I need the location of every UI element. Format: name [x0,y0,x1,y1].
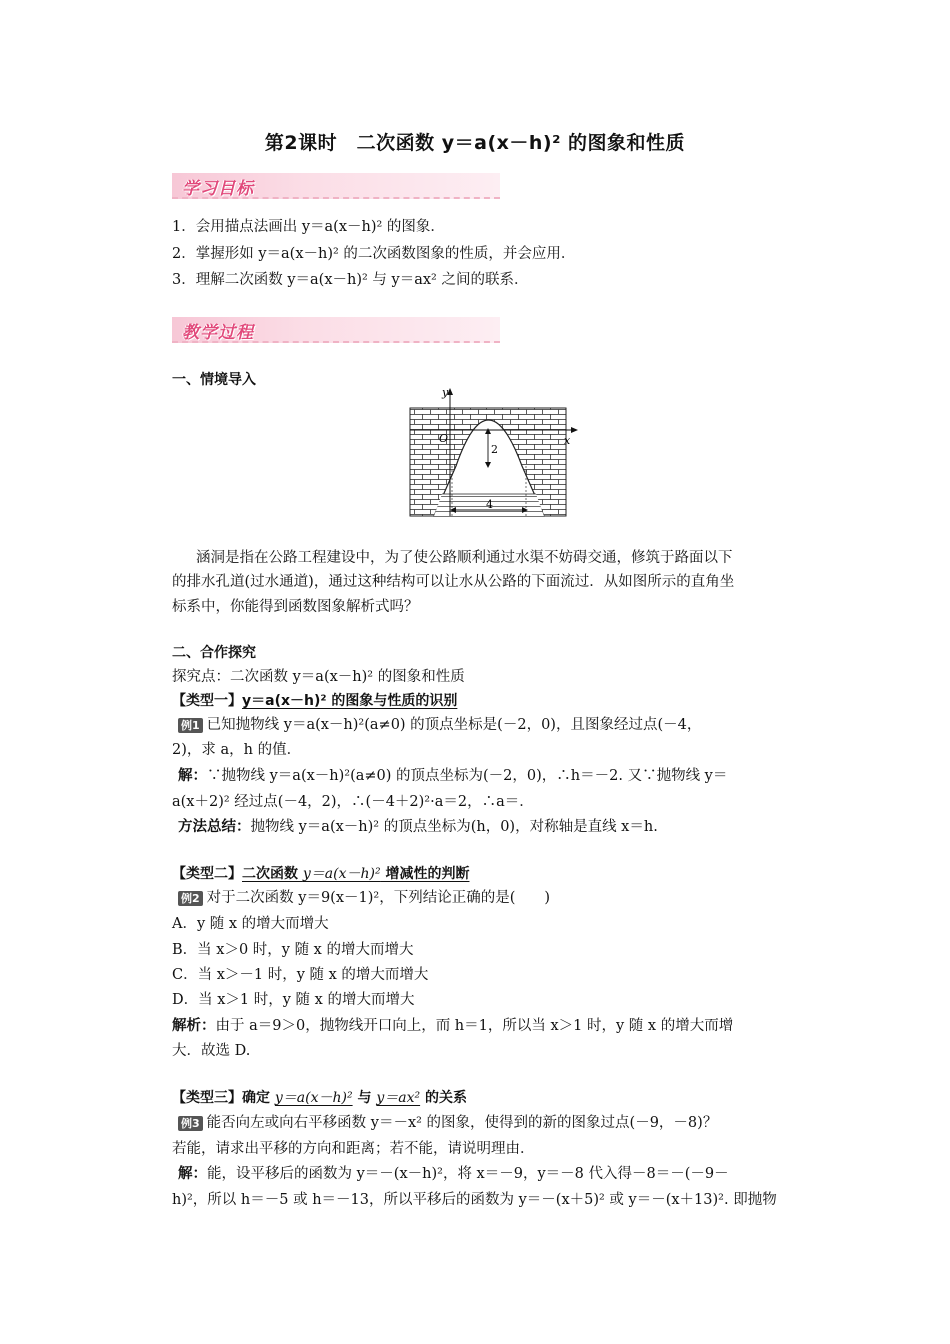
method-label: 方法总结： [178,819,251,835]
example-tag: 例1 [178,718,203,733]
type-title: y＝a(x－h)² 的图象与性质的识别 [242,693,458,709]
solution-line [178,766,727,786]
solution-label: 解： [178,1166,207,1182]
analysis-text: 由于 a＝9＞0，抛物线开口向上，而 h＝1，所以当 x＞1 时，y 随 x 的增大而增 [215,1018,734,1034]
example-question [178,888,550,908]
type-title-formula: y＝a(x－h)² [274,1090,353,1106]
height-label: 2 [491,443,498,456]
example-question [178,715,701,735]
type-title-part: 的关系 [420,1090,467,1106]
option-b: B．当 x＞0 时，y 随 x 的增大而增大 [172,942,414,958]
analysis-label: 解析： [172,1018,216,1034]
objective-item: 2．掌握形如 y＝a(x－h)² 的二次函数图象的性质，并会应用． [172,246,576,262]
option-d: D．当 x＞1 时，y 随 x 的增大而增大 [172,992,415,1008]
solution-line-cont: a(x＋2)² 经过点(－4，2)，∴(－4＋2)²·a＝2，∴a＝． [172,794,534,810]
type-title-part: 增减性的判断 [380,866,470,882]
y-axis-label: y [442,386,449,399]
type-label: 【类型二】 [172,866,242,882]
solution-label: 解： [178,768,207,784]
objective-item: 3．理解二次函数 y＝a(x－h)² 与 y＝ax² 之间的联系． [172,272,529,288]
culvert-diagram [406,384,586,524]
section-heading: 二、合作探究 [172,645,256,661]
type-label: 【类型一】 [172,693,242,709]
analysis-line [172,1016,733,1036]
solution-text: 能，设平移后的函数为 y＝－(x－h)²，将 x＝－9，y＝－8 代入得－8＝－(－9－ [207,1166,729,1182]
type-title-part: 与 [352,1090,377,1106]
x-axis-label: x [564,434,571,447]
question-text: 已知抛物线 y＝a(x－h)²(a≠0) 的顶点坐标是(－2，0)，且图象经过点(－4， [206,717,702,733]
intro-paragraph-line: 涵洞是指在公路工程建设中，为了使公路顺利通过水渠不妨碍交通，修筑于路面以下 [196,550,733,566]
question-text: 对于二次函数 y＝9(x－1)²，下列结论正确的是( ) [206,890,551,906]
page-title: 第2课时 二次函数 y＝a(x－h)² 的图象和性质 [264,132,686,154]
type-heading [172,1088,467,1108]
type-title-formula: y＝ax² [376,1090,421,1106]
section-heading: 一、情境导入 [172,372,256,388]
type-title-part: 确定 [242,1090,275,1106]
solution-text: ∵抛物线 y＝a(x－h)²(a≠0) 的顶点坐标为(－2，0)，∴h＝－2. 又∵抛物线 y＝ [207,768,728,784]
method-text: 抛物线 y＝a(x－h)² 的顶点坐标为(h，0)，对称轴是直线 x＝h. [250,819,658,835]
intro-paragraph-line: 标系中，你能得到函数图象解析式吗？ [172,599,419,615]
example-question [178,1113,717,1133]
objective-item: 1．会用描点法画出 y＝a(x－h)² 的图象． [172,219,445,235]
banner-learning-goals [172,173,500,199]
type-title-formula: y＝a(x－h)² [302,866,381,882]
example-question-cont: 2)，求 a，h 的值． [172,742,302,758]
origin-label: O [439,432,449,445]
solution-line-cont: h)²，所以 h＝－5 或 h＝－13，所以平移后的函数为 y＝－(x＋5)² 或 y＝－(x＋13)². 即抛物 [172,1192,777,1208]
width-label: 4 [486,498,493,511]
option-c: C．当 x＞－1 时，y 随 x 的增大而增大 [172,967,429,983]
type-heading [172,691,457,711]
example-question-cont: 若能，请求出平移的方向和距离；若不能，请说明理由． [172,1141,535,1157]
banner-label: 学习目标 [182,179,254,199]
solution-line [178,1164,729,1184]
example-tag: 例2 [178,891,203,906]
culvert-figure [406,384,586,524]
type-label: 【类型三】 [172,1090,242,1106]
example-tag: 例3 [178,1116,203,1131]
option-a: A．y 随 x 的增大而增大 [172,916,329,932]
banner-teaching-process [172,317,500,343]
banner-label: 教学过程 [182,323,254,343]
type-heading [172,864,469,884]
explore-point: 探究点：二次函数 y＝a(x－h)² 的图象和性质 [172,669,465,685]
method-summary [178,817,658,837]
type-title-part: 二次函数 [242,866,303,882]
intro-paragraph-line: 的排水孔道(过水通道)，通过这种结构可以让水从公路的下面流过．从如图所示的直角坐 [172,574,735,590]
analysis-line-cont: 大．故选 D. [172,1043,251,1059]
question-text: 能否向左或向右平移函数 y＝－x² 的图象，使得到的新的图象过点(－9，－8)？ [206,1115,718,1131]
